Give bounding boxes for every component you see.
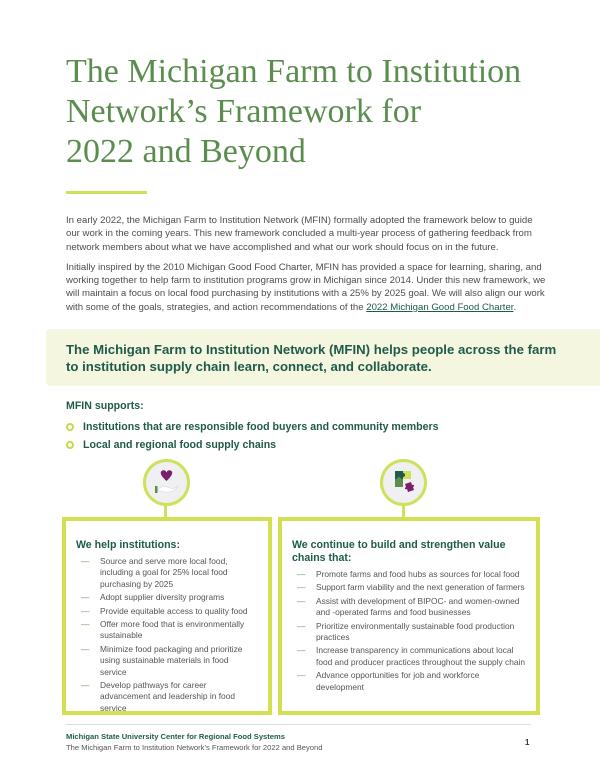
dash-icon: — — [297, 569, 306, 579]
intro-paragraph-2-text: Initially inspired by the 2010 Michigan Good Food Charter, MFIN has provided a space for learning, sharing, and working together to help farm to institution programs grow in Michigan since 2014. Under this new framework, we will maintain a focus on local food purchasing by institutions with a 25% by 2025 goal. We will also align our work with some of the goals, strategies, and action recommendations of the — [66, 261, 546, 313]
list-item-text: Advance opportunities for job and workforce development — [316, 670, 480, 692]
supports-item-text: Institutions that are responsible food buyers and community members — [83, 421, 439, 433]
title-underline-divider — [66, 191, 147, 194]
intro-paragraph-2 — [66, 261, 546, 314]
title-line-2: Network’s Framework for — [66, 93, 422, 130]
list-item-text: Source and serve more local food, including a goal for 25% local food purchasing by 2025 — [100, 556, 228, 589]
list-item-text: Provide equitable access to quality food — [100, 605, 248, 616]
supports-label: MFIN supports: — [66, 400, 144, 412]
list-item — [76, 644, 254, 678]
list-item — [292, 596, 526, 619]
value-chains-box-title: We continue to build and strengthen value chains that: — [292, 539, 506, 564]
dash-icon: — — [81, 619, 90, 630]
intro-text — [66, 214, 546, 321]
supports-item — [66, 418, 439, 436]
title-line-3: 2022 and Beyond — [66, 133, 306, 170]
dash-icon: — — [297, 670, 306, 681]
dash-icon: — — [81, 680, 90, 691]
intro-paragraph-2-end: . — [513, 301, 517, 313]
institutions-box — [62, 517, 272, 715]
list-item — [76, 680, 254, 714]
footer-divider — [66, 724, 531, 725]
list-item-text: Increase transparency in communications about local food and producer practices throughout the supply chain — [316, 645, 526, 667]
heart-in-hand-icon — [143, 459, 190, 506]
list-item-text: Assist with development of BIPOC- and women-owned and -operated farms and food businesses — [316, 595, 520, 618]
value-chains-list — [292, 569, 526, 693]
title-line-1: The Michigan Farm to Institution — [66, 53, 522, 90]
dash-icon: — — [297, 582, 306, 593]
list-item-text: Support farm viability and the next generation of farmers — [316, 582, 525, 593]
list-item — [292, 621, 526, 644]
footer-organization: Michigan State University Center for Regional Food Systems — [66, 732, 285, 741]
bullet-ring-icon — [66, 441, 74, 449]
supports-item — [66, 436, 439, 454]
dash-icon: — — [81, 605, 90, 616]
dash-icon: — — [81, 592, 90, 603]
intro-paragraph-1: In early 2022, the Michigan Farm to Institution Network (MFIN) formally adopted the framework below to guide our work in the coming years. This new framework concluded a multi-year process of gathering feedback from network members about what we have accomplished and what our work should focus on in the future. — [66, 215, 533, 253]
list-item-text: Offer more food that is environmentally sustainable — [100, 619, 245, 641]
page-title — [66, 52, 566, 172]
list-item — [76, 556, 254, 590]
list-item — [292, 670, 526, 693]
dash-icon: — — [297, 595, 306, 606]
bullet-ring-icon — [66, 423, 74, 431]
list-item-text: Minimize food packaging and prioritize using sustainable materials in food service — [100, 643, 243, 677]
dash-icon: — — [81, 556, 90, 566]
good-food-charter-link[interactable]: 2022 Michigan Good Food Charter — [366, 301, 514, 313]
page-number: 1 — [525, 738, 530, 747]
puzzle-pieces-icon — [380, 459, 427, 506]
supports-item-text: Local and regional food supply chains — [83, 439, 277, 451]
list-item-text: Develop pathways for career advancement and leadership in food service — [100, 680, 236, 713]
dash-icon: — — [81, 643, 90, 654]
list-item — [292, 569, 526, 580]
list-item — [76, 606, 254, 617]
value-chains-box — [278, 517, 540, 715]
supports-list — [66, 418, 439, 454]
list-item-text: Promote farms and food hubs as sources for local food — [316, 569, 520, 579]
mission-banner — [46, 329, 600, 386]
institutions-list — [76, 556, 254, 714]
institutions-box-title: We help institutions: — [76, 539, 180, 551]
list-item — [292, 645, 526, 668]
footer-document-title: The Michigan Farm to Institution Network’s Framework for 2022 and Beyond — [66, 743, 323, 752]
list-item-text: Adopt supplier diversity programs — [100, 592, 225, 603]
list-item — [76, 592, 254, 603]
list-item — [76, 619, 254, 642]
mission-statement: The Michigan Farm to Institution Network (MFIN) helps people across the farm to institution supply chain learn, connect, and collaborate. — [66, 342, 557, 374]
dash-icon: — — [297, 620, 306, 631]
dash-icon: — — [297, 645, 306, 656]
list-item — [292, 582, 526, 593]
list-item-text: Prioritize environmentally sustainable food production practices — [316, 620, 515, 643]
